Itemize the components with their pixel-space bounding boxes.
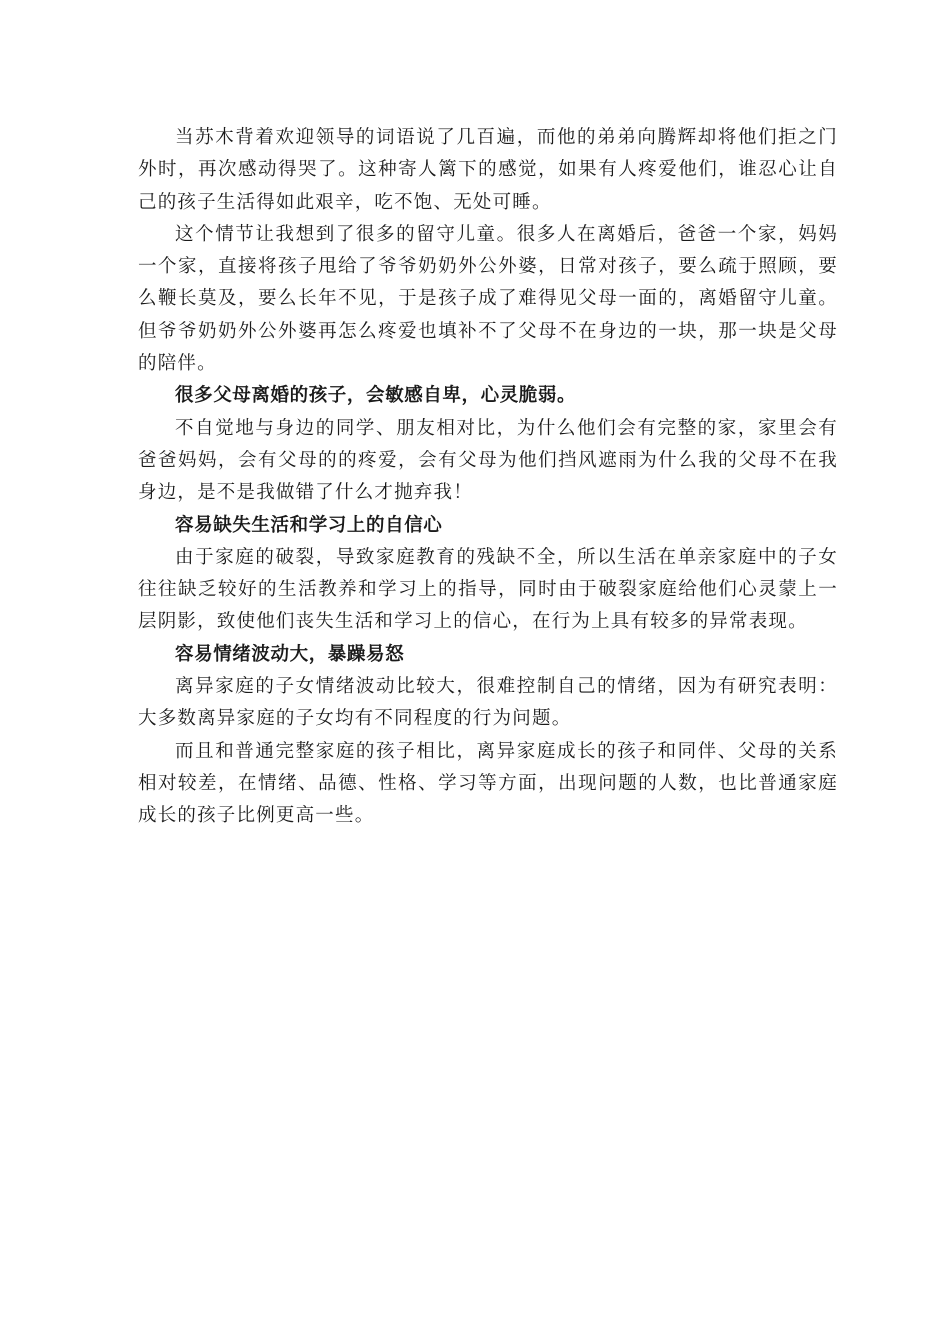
heading-lack-confidence: 容易缺失生活和学习上的自信心 [175,514,443,536]
paragraph-left-behind-children: 这个情节让我想到了很多的留守儿童。很多人在离婚后，爸爸一个家，妈妈一个家，直接将孩子甩给了爷爷奶奶外公外婆，日常对孩子，要么疏于照顾，要么鞭长莫及，要么长年不见，于是孩子成了难得见父母一面的，离婚留守儿童。但爷爷奶奶外公外婆再怎么疼爱也填补不了父母不在身边的一块，那一块是父母的陪伴。 [138,223,838,375]
paragraph-comparison: 不自觉地与身边的同学、朋友相对比，为什么他们会有完整的家，家里会有爸爸妈妈，会有父母的的疼爱，会有父母为他们挡风遮雨为什么我的父母不在我身边，是不是我做错了什么才抛弃我！ [138,417,838,504]
paragraph-emotions-research: 离异家庭的子女情绪波动比较大，很难控制自己的情绪，因为有研究表明：大多数离异家庭的子女均有不同程度的行为问题。 [138,676,838,730]
heading-sensitive-inferior: 很多父母离婚的孩子，会敏感自卑，心灵脆弱。 [175,385,577,407]
paragraph-relationships: 而且和普通完整家庭的孩子相比，离异家庭成长的孩子和同伴、父母的关系相对较差，在情绪、品德、性格、学习等方面，出现问题的人数，也比普通家庭成长的孩子比例更高一些。 [138,740,838,827]
paragraph-orphan-story: 当苏木背着欢迎领导的词语说了几百遍，而他的弟弟向腾辉却将他们拒之门外时，再次感动得哭了。这种寄人篱下的感觉，如果有人疼爱他们，谁忍心让自己的孩子生活得如此艰辛，吃不饱、无处可睡。 [138,127,838,213]
paragraph-family-education: 由于家庭的破裂，导致家庭教育的残缺不全，所以生活在单亲家庭中的子女往往缺乏较好的生活教养和学习上的指导，同时由于破裂家庭给他们心灵蒙上一层阴影，致使他们丧失生活和学习上的信心，在行为上具有较多的异常表现。 [138,546,838,633]
heading-emotional-volatility: 容易情绪波动大，暴躁易怒 [175,643,405,665]
document-page [138,122,838,833]
